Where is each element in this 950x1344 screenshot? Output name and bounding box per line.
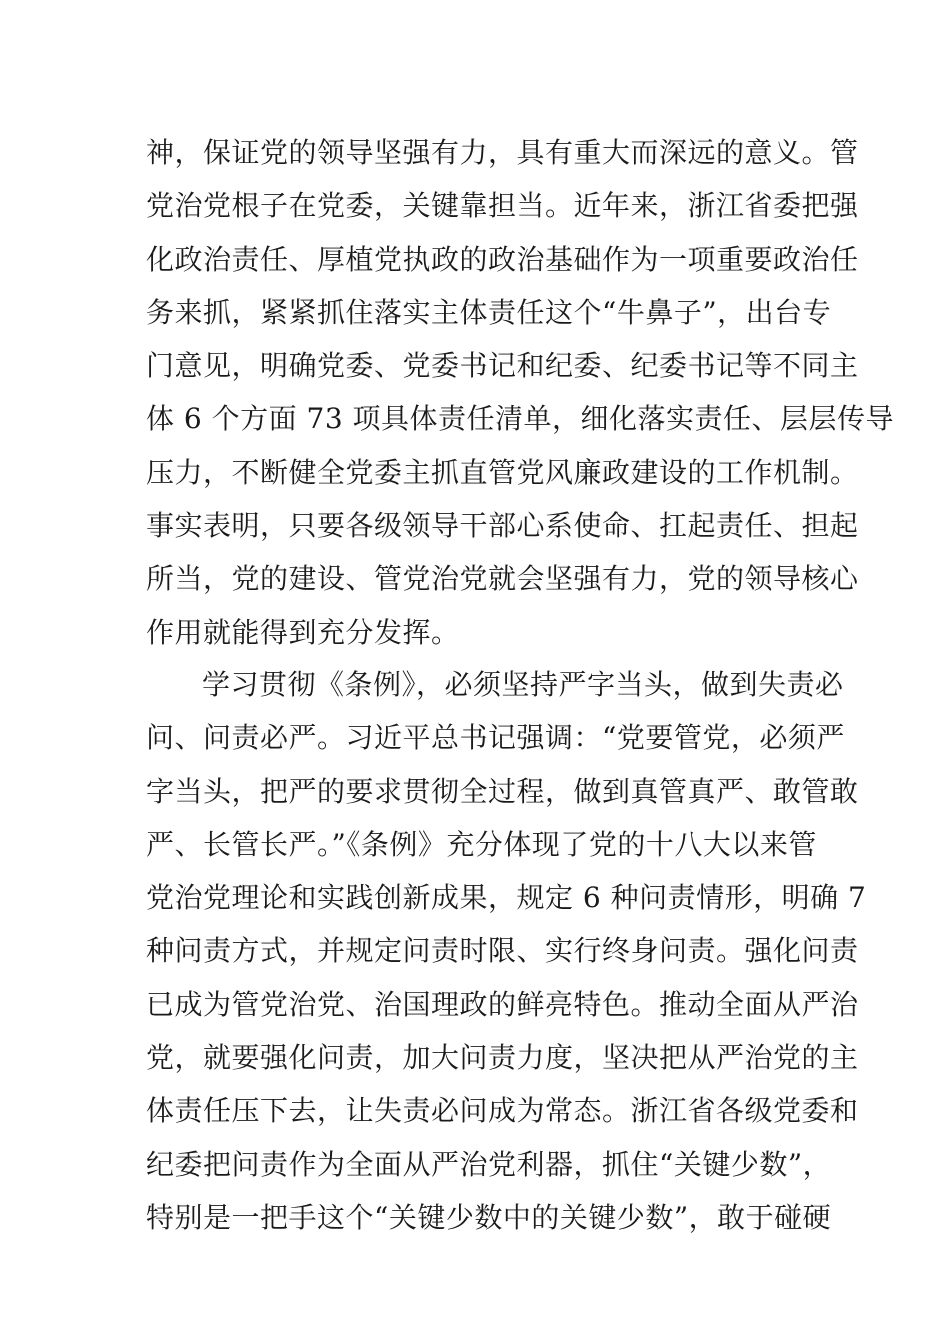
text-line: 化政治责任、厚植党执政的政治基础作为一项重要政治任 <box>146 242 859 276</box>
text-line: 已成为管党治党、治国理政的鲜亮特色。推动全面从严治 <box>146 987 859 1021</box>
text-line: 务来抓，紧紧抓住落实主体责任这个“牛鼻子”，出台专 <box>146 295 832 329</box>
paragraph-2 <box>146 658 867 1244</box>
text-line: 党，就要强化问责，加大问责力度，坚决把从严治党的主 <box>146 1041 859 1075</box>
text-line: 严、长管长严。”《条例》充分体现了党的十八大以来管 <box>146 827 817 861</box>
text-line: 所当，党的建设、管党治党就会坚强有力，党的领导核心 <box>146 562 859 596</box>
text-line: 特别是一把手这个“关键少数中的关键少数”，敢于碰硬 <box>146 1200 832 1234</box>
text-line: 问、问责必严。习近平总书记强调：“党要管党，必须严 <box>146 721 845 755</box>
text-line: 种问责方式，并规定问责时限、实行终身问责。强化问责 <box>146 934 859 968</box>
text-line: 体 6 个方面 73 项具体责任清单，细化落实责任、层层传导 <box>146 402 895 436</box>
text-line: 压力，不断健全党委主抓直管党风廉政建设的工作机制。 <box>146 455 859 489</box>
text-line: 体责任压下去，让失责必问成为常态。浙江省各级党委和 <box>146 1094 859 1128</box>
text-line: 作用就能得到充分发挥。 <box>146 615 460 649</box>
text-line: 字当头，把严的要求贯彻全过程，做到真管真严、敢管敢 <box>146 774 859 808</box>
text-line: 神，保证党的领导坚强有力，具有重大而深远的意义。管 <box>146 136 859 169</box>
paragraph-1 <box>146 126 895 659</box>
text-line: 党治党理论和实践创新成果，规定 6 种问责情形，明确 7 <box>146 881 867 915</box>
text-line-indented: 学习贯彻《条例》，必须坚持严字当头，做到失责必 <box>202 668 844 701</box>
text-line: 事实表明，只要各级领导干部心系使命、扛起责任、担起 <box>146 509 859 543</box>
text-line: 门意见，明确党委、党委书记和纪委、纪委书记等不同主 <box>146 349 859 383</box>
text-line: 纪委把问责作为全面从严治党利器，抓住“关键少数”， <box>146 1147 832 1181</box>
text-line: 党治党根子在党委，关键靠担当。近年来，浙江省委把强 <box>146 189 859 223</box>
